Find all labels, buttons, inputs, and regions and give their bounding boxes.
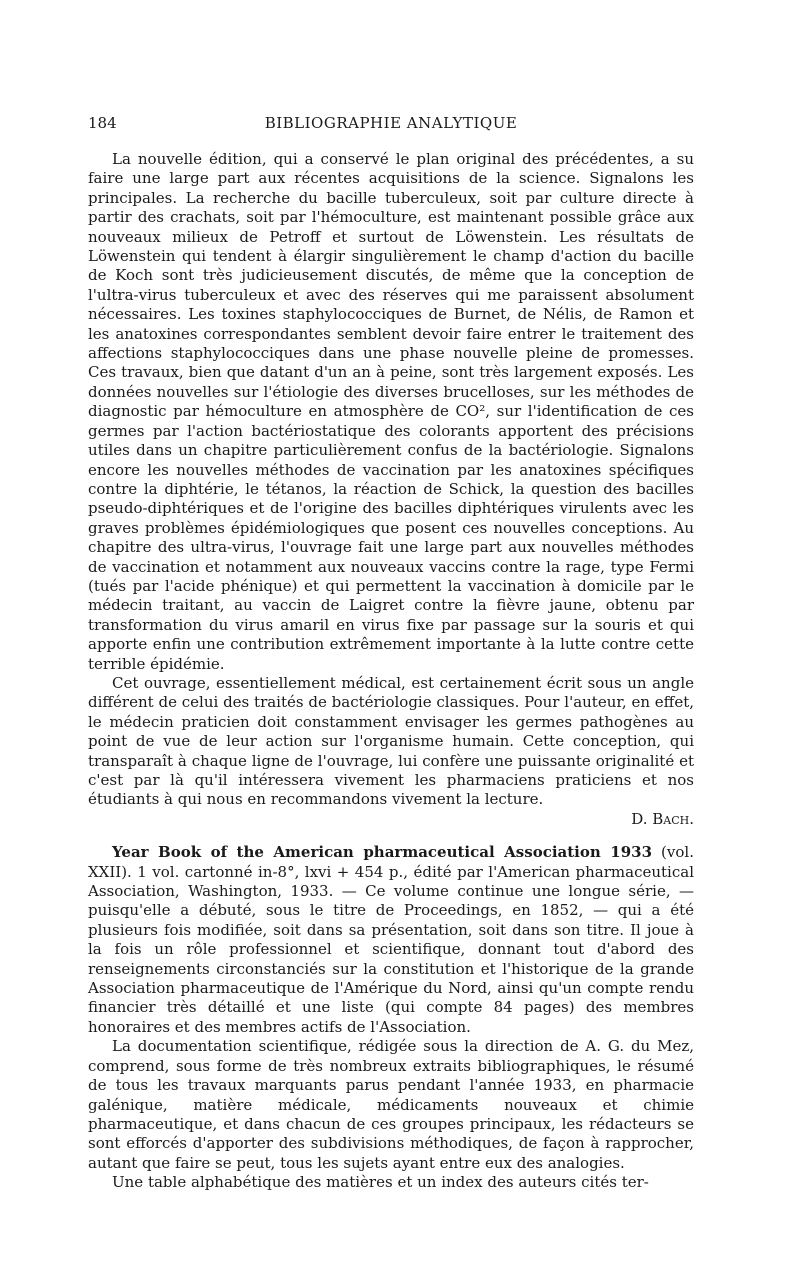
- review-signature: D. Bach.: [631, 809, 694, 828]
- review-paragraph: La nouvelle édition, qui a conservé le plan original des précédentes, a su faire une large part aux récentes acquisitions de la science. Signalons les principales. La recherche du bacille tuberculeux, soit par culture directe à partir des crachats, soit par l'hémoculture, est maintenant possible grâce aux nouveaux milieux de Petroff et surtout de Löwenstein. Les résultats de Löwenstein qui tendent à élargir singulièrement le champ d'action du bacille de Koch sont très judicieusement discutés, de même que la conception de l'ultra-virus tuberculeux et avec des réserves qui me paraissent absolument nécessaires. Les toxines staphylococciques de Burnet, de Nélis, de Ramon et les anatoxines correspondantes semblent devoir faire entrer le traitement des affections staphylococciques dans une phase nouvelle pleine de promesses. Ces travaux, bien que datant d'un an à peine, sont très largement exposés. Les données nouvelles sur l'étiologie des diverses brucelloses, sur les méthodes de diagnostic par hémoculture en atmosphère de CO², sur l'identification de ces germes par l'action bactériostatique des colorants apportent des précisions utiles dans un chapitre particulièrement confus de la bactériologie. Signalons encore les nouvelles méthodes de vaccination par les anatoxines spécifiques contre la diphtérie, le tétanos, la réaction de Schick, la question des bacilles pseudo-diphtériques et de l'origine des bacilles diphtériques virulents avec les graves problèmes épidémiologiques que posent ces nouvelles conceptions. Au chapitre des ultra-virus, l'ouvrage fait une large part aux nouvelles méthodes de vaccination et notamment aux nouveaux vaccins contre la rage, type Fermi (tués par l'acide phénique) et qui permettent la vaccination à domicile par le médecin traitant, au vaccin de Laigret contre la fièvre jaune, obtenu par transformation du virus amaril en virus fixe par passage sur la souris et qui apporte enfin une contribution extrêmement importante à la lutte contre cette terrible épidémie.: [88, 150, 694, 673]
- review-paragraph: Cet ouvrage, essentiellement médical, est certainement écrit sous un angle différent de celui des traités de bactériologie classiques. Pour l'auteur, en effet, le médecin praticien doit constamment envisager les germes pathogènes au point de vue de leur action sur l'organisme humain. Cette conception, qui transparaît à chaque ligne de l'ouvrage, lui confère une puissante originalité et c'est par là qu'il intéressera vivement les pharmaciens praticiens et nos étudiants à qui nous en recommandons vivement la lecture.: [88, 673, 694, 809]
- page-header: [88, 114, 694, 136]
- review-paragraph: La documentation scientifique, rédigée sous la direction de A. G. du Mez, comprend, sous forme de très nombreux extraits bibliographiques, le résumé de tous les travaux marquants parus pendant l'année 1933, en pharmacie galénique, matière médicale, médicaments nouveaux et chimie pharmaceutique, et dans chacun de ces groupes principaux, les rédacteurs se sont efforcés d'apporter des subdivisions méthodiques, de façon à rapprocher, autant que faire se peut, tous les sujets ayant entre eux des analogies.: [88, 1037, 694, 1172]
- book-citation: (vol. XXII). 1 vol. cartonné in-8°, lxvi + 454 p., édité par l'American pharmaceutical Association, Washington, 1933. — Ce volume continue une longue série, — puisqu'elle a débuté, sous le titre de Proceedings, en 1852, — qui a été plusieurs fois modifiée, soit dans sa présentation, soit dans son titre. Il joue à la fois un rôle professionnel et scientifique, donnant tout d'abord des renseignements circonstanciés sur la constitution et l'historique de la grande Association pharmaceutique de l'Amérique du Nord, ainsi qu'un compte rendu financier très détaillé et une liste (qui compte 84 pages) des membres honoraires et des membres actifs de l'Association.: [88, 843, 694, 1036]
- body-text: [88, 150, 694, 1193]
- book-title: Year Book of the American pharmaceutical Association 1933: [112, 843, 653, 862]
- review-paragraph: Une table alphabétique des matières et un index des auteurs cités ter-: [112, 1173, 649, 1192]
- review-entry: [88, 843, 694, 1037]
- page-number: 184: [88, 114, 117, 132]
- running-head: BIBLIOGRAPHIE ANALYTIQUE: [264, 114, 518, 132]
